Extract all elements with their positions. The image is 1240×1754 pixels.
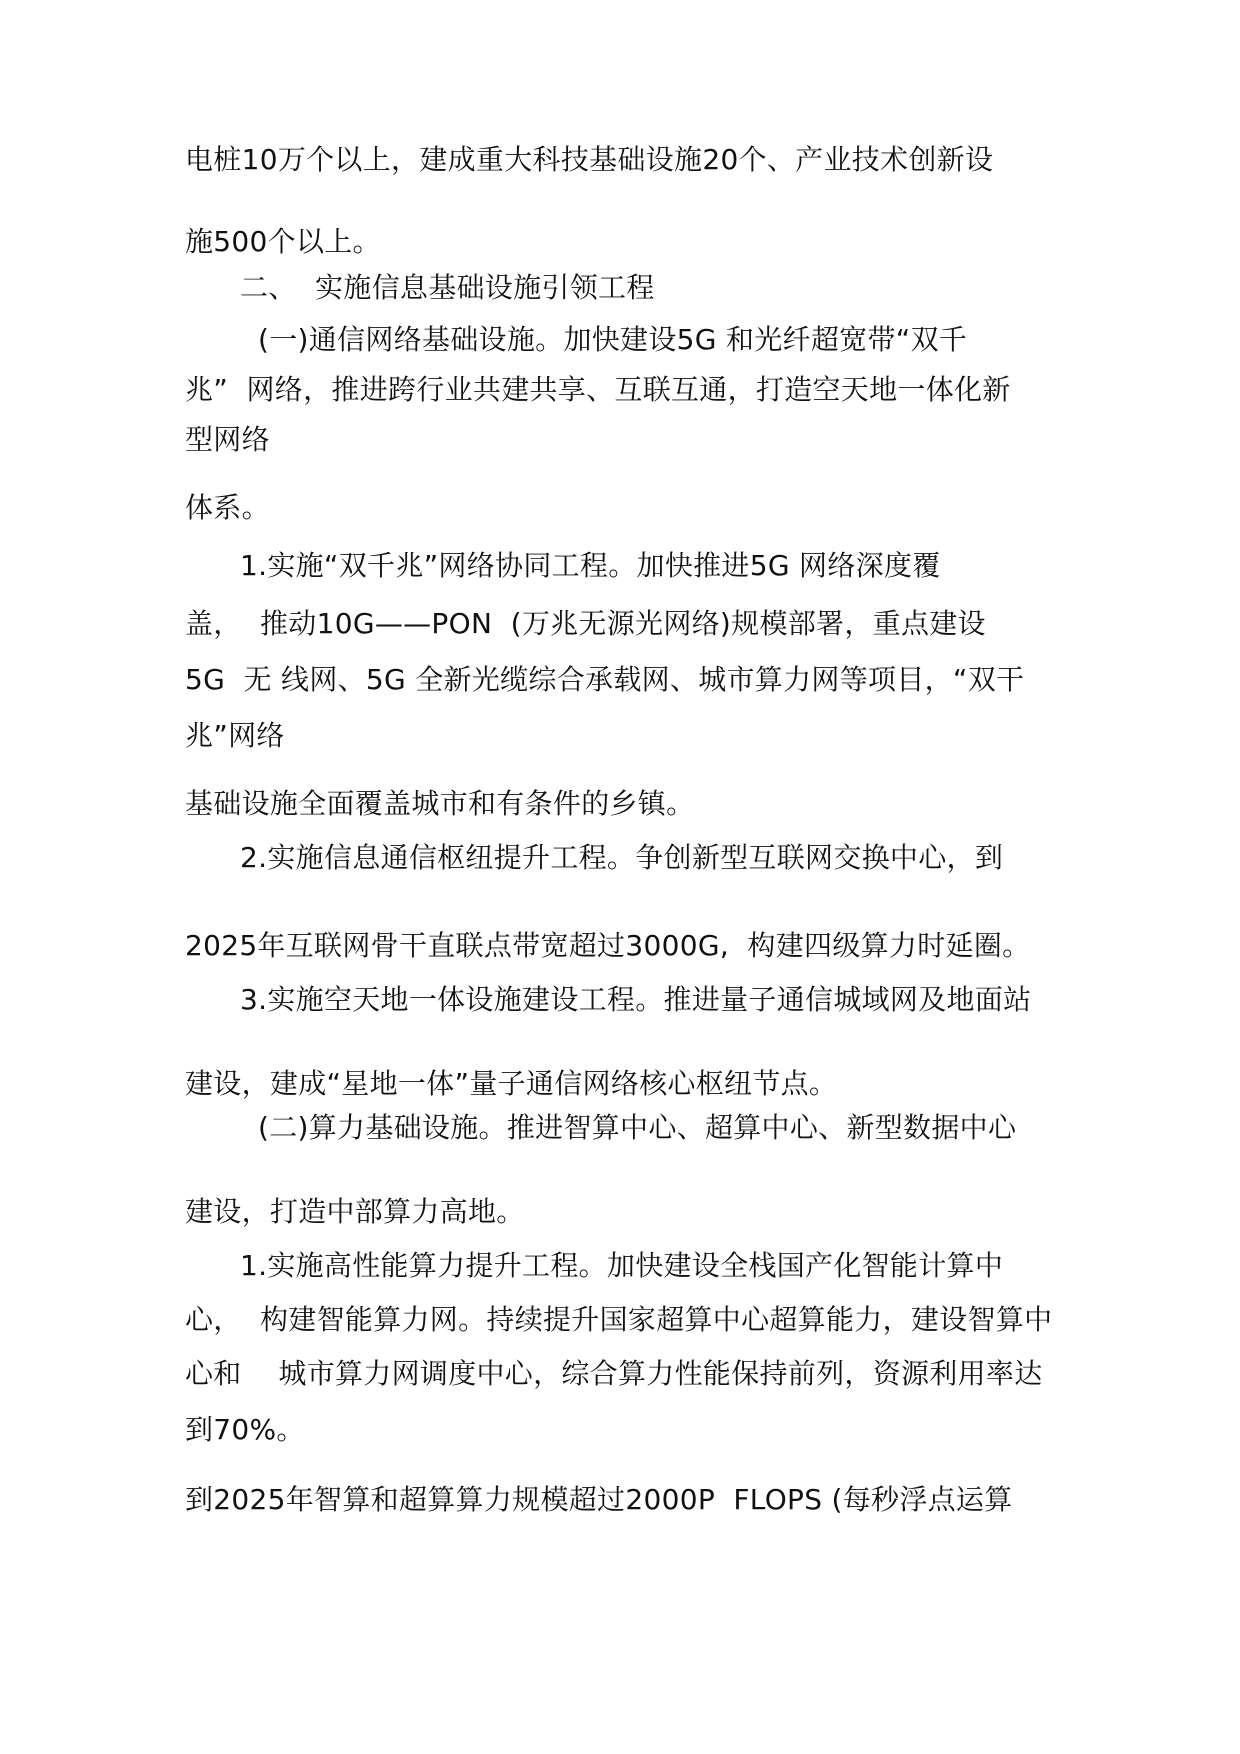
body-text-line: 建设，建成“星地一体”量子通信网络核心枢纽节点。 <box>185 1067 838 1100</box>
body-text-line: 基础设施全面覆盖城市和有条件的乡镇。 <box>185 787 695 820</box>
body-text-line: 心和 城市算力网调度中心，综合算力性能保持前列，资源利用率达 <box>185 1357 1043 1390</box>
body-text-line: 体系。 <box>185 491 270 524</box>
body-text-line: 建设，打造中部算力高地。 <box>185 1195 525 1228</box>
body-text-line: 到70%。 <box>185 1413 305 1446</box>
list-item-line: 3.实施空天地一体设施建设工程。推进量子通信城域网及地面站 <box>240 983 1032 1016</box>
body-text-line: 2025年互联网骨干直联点带宽超过3000G, 构建四级算力时延圈。 <box>185 929 1031 962</box>
list-item-line: 1.实施高性能算力提升工程。加快建设全栈国产化智能计算中 <box>240 1249 1004 1282</box>
body-text-line: 盖， 推动10G——PON (万兆无源光网络)规模部署，重点建设 <box>185 607 986 640</box>
subsection-heading: (一)通信网络基础设施。加快建设5G 和光纤超宽带“双千 <box>258 323 968 356</box>
body-text-line: 施500个以上。 <box>185 225 381 258</box>
list-item-line: 2.实施信息通信枢纽提升工程。争创新型互联网交换中心，到 <box>240 841 1004 874</box>
subsection-heading: (二)算力基础设施。推进智算中心、超算中心、新型数据中心 <box>258 1111 1017 1144</box>
body-text-line: 兆”网络 <box>185 719 285 752</box>
section-heading: 二、 实施信息基础设施引领工程 <box>240 271 655 304</box>
body-text-line: 型网络 <box>185 423 270 456</box>
body-text-line: 到2025年智算和超算算力规模超过2000P FLOPS (每秒浮点运算 <box>185 1483 1013 1516</box>
body-text-line: 心， 构建智能算力网。持续提升国家超算中心超算能力，建设智算中 <box>185 1303 1053 1336</box>
list-item-line: 1.实施“双千兆”网络协同工程。加快推进5G 网络深度覆 <box>240 549 941 582</box>
body-text-line: 兆” 网络，推进跨行业共建共享、互联互通，打造空天地一体化新 <box>185 373 1011 406</box>
body-text-line: 电桩10万个以上，建成重大科技基础设施20个、产业技术创新设 <box>185 143 994 176</box>
body-text-line: 5G 无 线网、5G 全新光缆综合承载网、城市算力网等项目，“双干 <box>185 663 1025 696</box>
